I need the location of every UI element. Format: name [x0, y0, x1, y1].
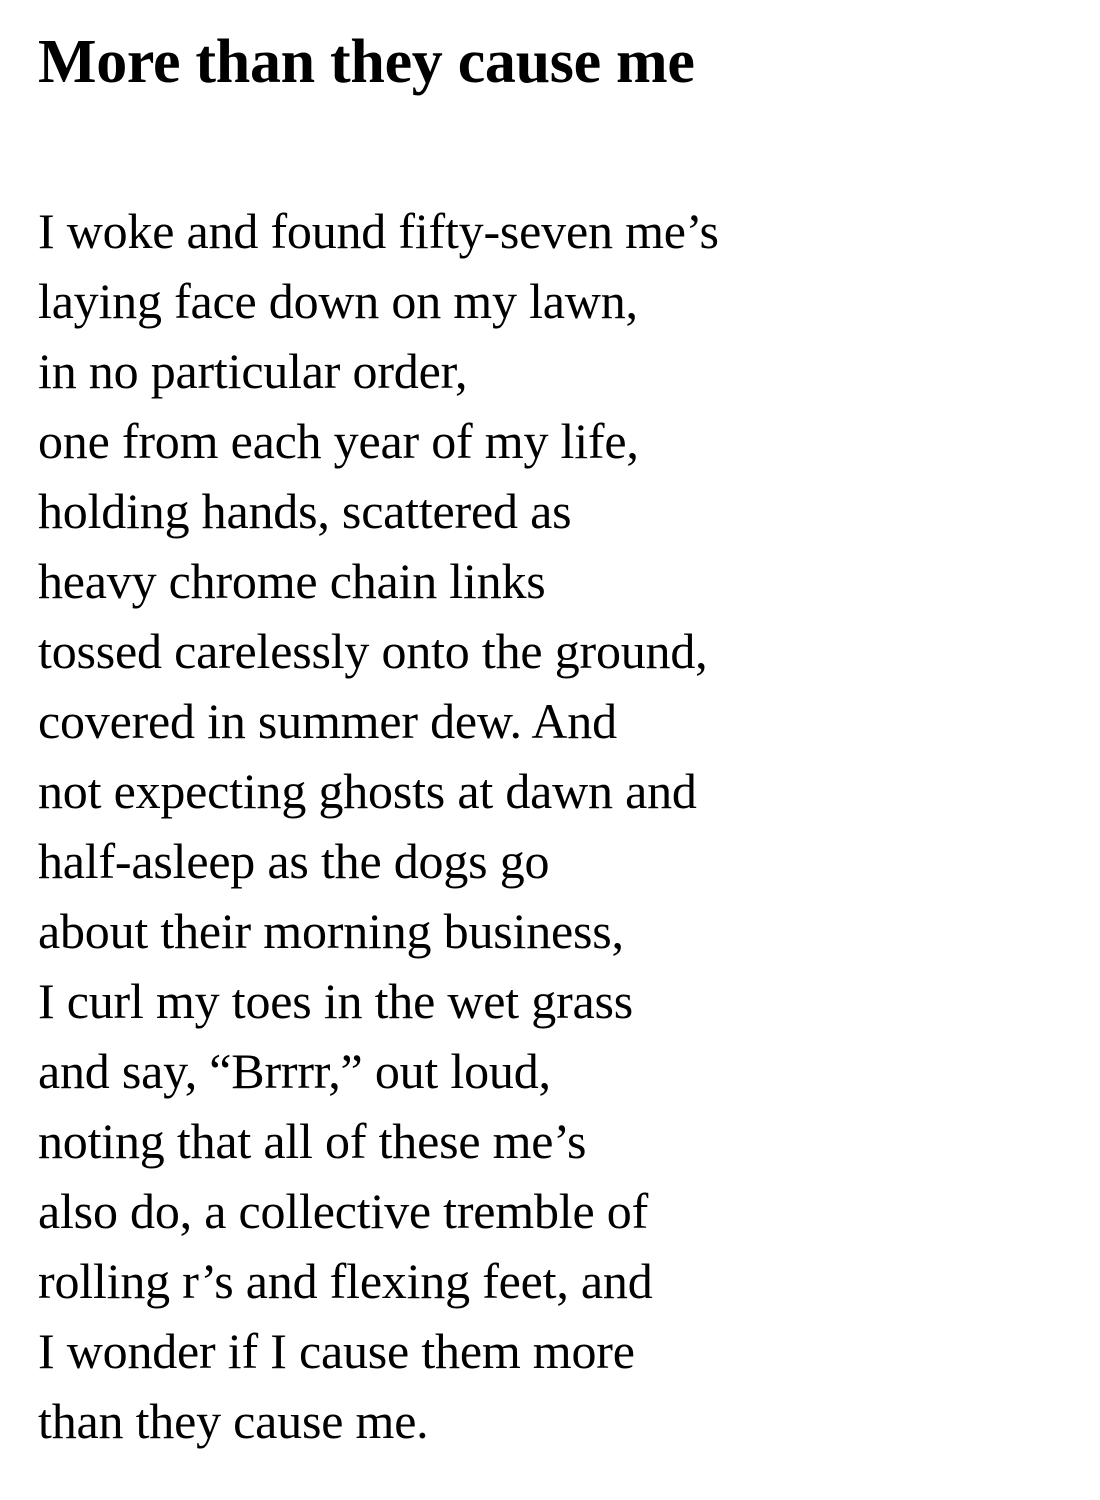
poem-line: not expecting ghosts at dawn and: [38, 763, 697, 819]
poem-line: in no particular order,: [38, 343, 468, 399]
poem-line: than they cause me.: [38, 1393, 429, 1449]
poem-line: I curl my toes in the wet grass: [38, 973, 634, 1029]
poem-line: also do, a collective tremble of: [38, 1183, 649, 1239]
poem-line: I woke and found fifty-seven me’s: [38, 203, 719, 259]
poem-line: covered in summer dew. And: [38, 693, 617, 749]
poem-title: More than they cause me: [38, 28, 695, 96]
poem-line: rolling r’s and flexing feet, and: [38, 1253, 653, 1309]
poem-line: laying face down on my lawn,: [38, 273, 638, 329]
poem-line: and say, “Brrrr,” out loud,: [38, 1043, 551, 1099]
poem-line: half-asleep as the dogs go: [38, 833, 550, 889]
poem-line: holding hands, scattered as: [38, 483, 572, 539]
poem-line: one from each year of my life,: [38, 413, 639, 469]
poem-line: I wonder if I cause them more: [38, 1323, 635, 1379]
poem-line: about their morning business,: [38, 903, 624, 959]
poem-body: [38, 196, 719, 1456]
poem-line: noting that all of these me’s: [38, 1113, 587, 1169]
poem-line: heavy chrome chain links: [38, 553, 546, 609]
poem-line: tossed carelessly onto the ground,: [38, 623, 708, 679]
